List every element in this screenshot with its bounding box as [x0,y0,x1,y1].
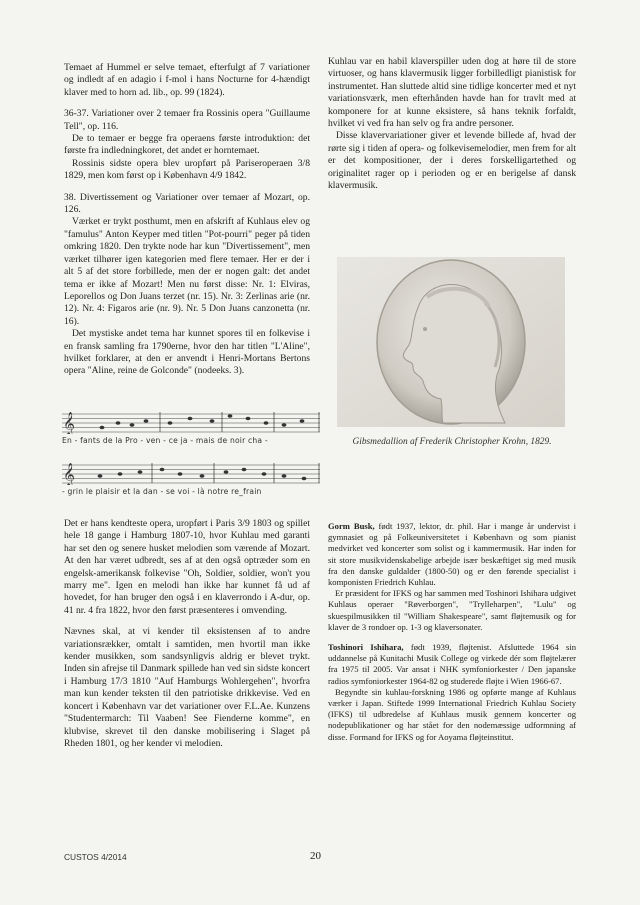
portrait-medallion-image [337,257,565,427]
page-number: 20 [310,850,321,862]
bio-text: født 1939, fløjtenist. Afsluttede 1964 sin uddannelse på Kunitachi Musik College og virkede dér som fløjtelærer fra 1975 til 2005. Var ansat i NHK symfoniorkester / Den japanske radios symfoniorkester 1964-82 og studerede fløjte i Wien 1966-67. [328,642,576,686]
section-heading-38: 38. Divertissement og Variationer over temaer af Mozart, op. 126. [64,191,310,216]
section-heading-36-37: 36-37. Variationer over 2 temaer fra Rossinis opera "Guillaume Tell", op. 116. [64,108,310,132]
right-column-bios [328,521,576,743]
bio-text: født 1937, lektor, dr. phil. Har i mange år undervist i gymnasiet og på Folkeuniversitetet i København og som pianist medvirket ved koncerter som solist og i kammermusik. Har inden for sit store musikvidenskabelige arbejde især beskæftiget sig med musik fra den danske guldalder (1800-50) og er den førende specialist i komponisten Friedrich Kuhlau. [328,521,576,588]
right-column-top [328,56,576,192]
svg-text:𝄞: 𝄞 [63,412,75,434]
paragraph: Det er hans kendteste opera, uropført i Paris 3/9 1803 og spillet hele 18 gange i Hamburg 1807-10, hvor Kuhlau med garanti har set den og senere husket melodien som værende af Mozart. At den har været udbredt, ses af at den også optræder som en engelsk-amerikansk folkevise "Oh, Soldier, soldier, won't you marry me". Igen en melodi han ikke har kunnet få ud af hovedet, for han bruger den også i en klaverrondo i A-dur, op. 41 nr. 4 fra 1822, hvor den først præsenteres i omvending. [64,518,310,616]
lyrics: - grin le plaisir et la dan - se voi - là notre re_frain [62,487,262,496]
image-caption: Gibsmedallion af Frederik Christopher Krohn, 1829. [352,437,552,447]
paragraph: Disse klavervariationer giver et levende billede af, hvad der rørte sig i tiden af opera- og folkevisemelodier, men frem for alt er det kompositioner, der i deres forskelligartethed og originalitet rager op i perioden og er en berigelse af dansk klavermusik. [328,130,576,192]
paragraph: Kuhlau var en habil klaverspiller uden dog at høre til de store virtuoser, og hans klavermusik ligger forbilledligt pianistisk for instrumentet. Han sluttede altid sine tidlige koncerter med et nyt variationsværk, men efterhånden havde han for travlt med at komponere for at kunne eksistere, så hans teknik forfaldt, hvilket vi ved fra han selv og fra andre personer. [328,56,576,130]
music-staff [62,412,320,434]
lyrics: En - fants de la Pro - ven - ce ja - mais de noir cha - [62,436,268,445]
paragraph: Begyndte sin kuhlau-forskning 1986 og opførte mange af Kuhlaus værker i Japan. Stiftede 1999 International Friedrich Kuhlau Society (IFKS) til udbredelse af Kuhlaus musik gennem koncerter og nodepublikationer og har stået for den nodemæssige udformning af disse. Formand for IFKS og for Aoyama fløjteinstitut. [328,686,576,742]
paragraph: De to temaer er begge fra operaens første introduktion: det første fra indledningkoret, det andet er horntemaet. [64,133,310,157]
paragraph: Nævnes skal, at vi kender til eksistensen af to andre variationsrækker, omtalt i samtiden, men hvortil man ikke kender musikken, som sandsynligvis aldrig er blevet trykt. Inden sin afrejse til Danmark spillede han ved sin sidste koncert i Hamburg 17/3 1810 "Auf Hamburgs Wohlergehen", hvorfra man kun kender teksten til den patriotiske drikkevise. Ved en koncert i København var det variationer over F.L.Ae. Kunzens "Studentermarch: Til Vaaben! See Fienderne komme", en klubvise, skrevet til den danske mobilisering i Slaget på Rheden 1801, og her kender vi melodien. [64,626,310,749]
paragraph: Temaet af Hummel er selve temaet, efterfulgt af 7 variationer og indledt af en adagio i f-mol i hans Nocturne for 4-hændigt klaver med to horn ad. lib., op. 99 (1824). [64,62,310,98]
paragraph: Er præsident for IFKS og har sammen med Toshinori Ishihara udgivet Kuhlaus operaer "Røverborgen", "Trylleharpen", "Lulu" og skuespilmusikken til "William Shakespeare", samt fløjtemusik og for klaver de 3 rondoer op. 1-3 og klaversonater. [328,588,576,632]
author-name: Toshinori Ishihara, [328,642,404,653]
bio-toshinori-ishihara [328,642,576,687]
journal-footer: CUSTOS 4/2014 [64,852,127,862]
left-column-bottom [64,518,310,750]
medallion-relief [337,257,565,427]
paragraph: Værket er trykt posthumt, men en afskrift af Kuhlaus elev og "famulus" Anton Keyper med titlen "Pot-pourri" peger på tiden omkring 1820. Den trykte node har kun "Divertissement", men værket tilhører igen kategorien med flere temaer. Her er der i alt 5 af det store forbillede, men der er nogen galt: det andet tema er ikke af Mozart! Men nu først disse: Nr. 1: Elviras, Leporellos og Don Juans terzet (nr. 15). Nr. 3: Zerlinas arie (nr. 12). Nr. 4: Figaros arie (nr. 9). Nr. 5 Don Juans canzonetta (nr. 16). [64,216,310,327]
music-staff [62,463,320,485]
left-column-top [64,62,310,378]
paragraph: Rossinis sidste opera blev uropført på Pariseroperaen 3/8 1829, men kom først op i København 4/9 1842. [64,157,310,182]
bio-gorm-busk [328,521,576,588]
paragraph: Det mystiske andet tema har kunnet spores til en folkevise i en fransk samling fra 1790erne, hvor den har titlen "L'Aline", hvilket forklarer, at den er anvendt i Henri-Mortans Bertons opera "Aline, reine de Golconde" (nodeeks. 3). [64,328,310,377]
author-name: Gorm Busk, [328,521,375,531]
svg-text:𝄞: 𝄞 [63,463,75,485]
music-example-line-2 [62,455,320,523]
